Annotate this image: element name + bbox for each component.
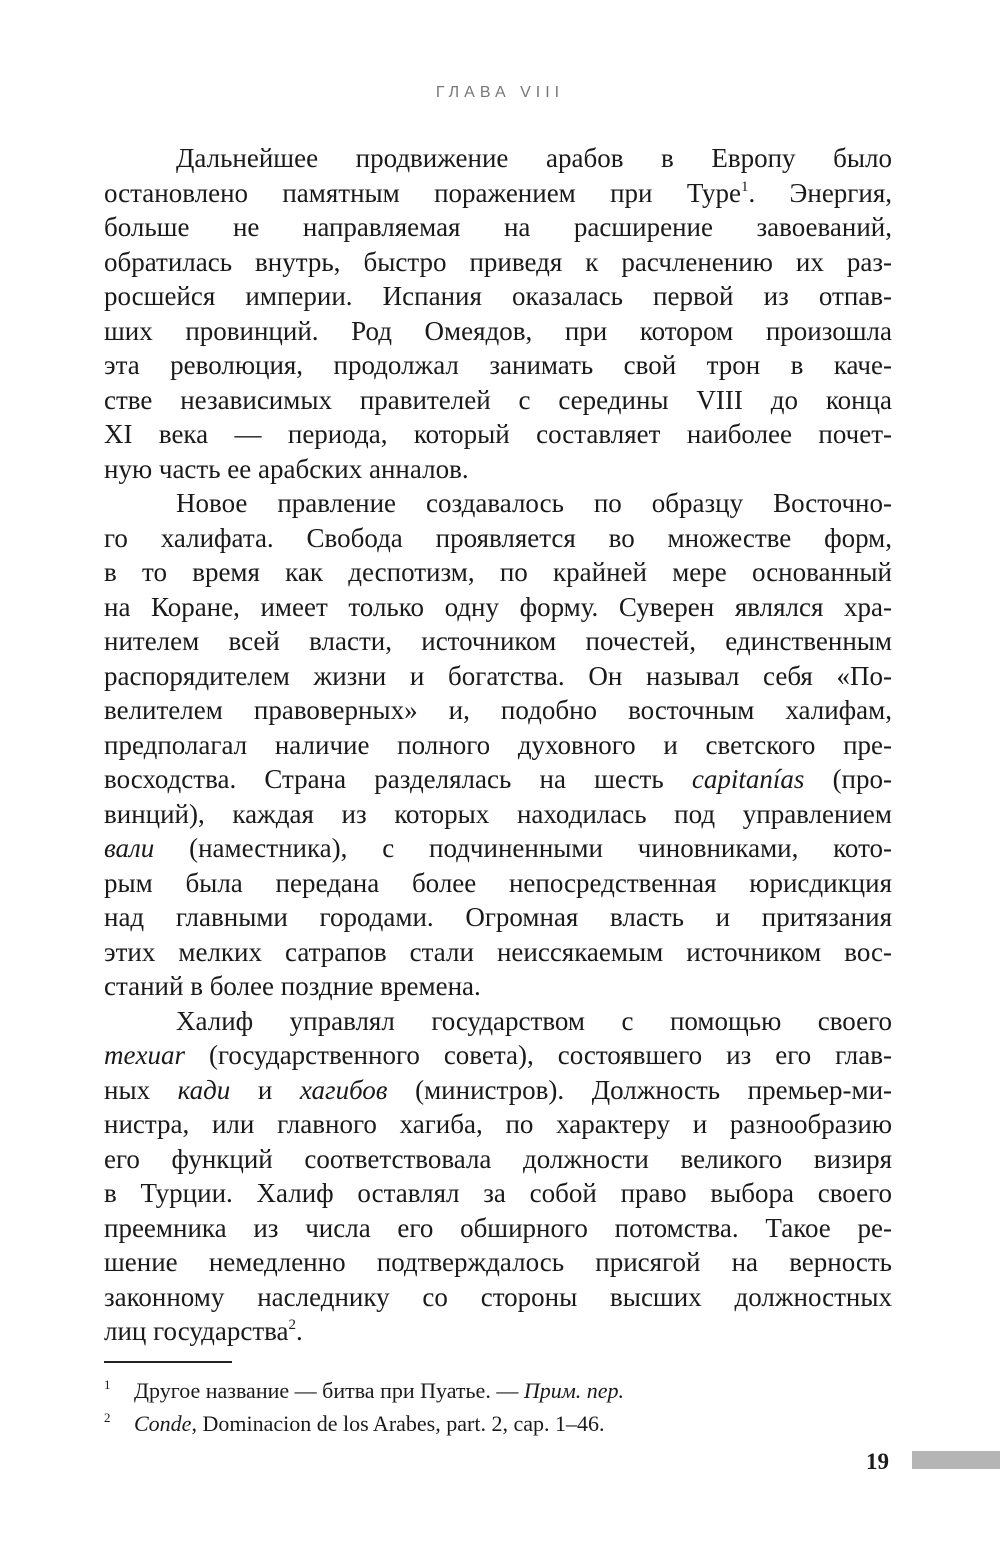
text-line-part: остановлено памятным поражением при Туре [104, 177, 741, 208]
text-line-part: (наместника), с подчиненными чиновниками, кото- [154, 833, 892, 863]
text-line [104, 1038, 892, 1073]
italic-term: хагибов [299, 1074, 388, 1105]
text-line-part: (про- [804, 764, 892, 794]
text-line: велителем правоверных» и, подобно восточным халифам, [104, 695, 892, 725]
running-head: ГЛАВА VIII [435, 84, 565, 101]
text-line [104, 831, 892, 866]
italic-term: кади [177, 1074, 231, 1105]
text-line: эта революция, продолжал занимать свой трон в каче- [104, 350, 892, 380]
text-line [104, 1073, 892, 1108]
text-line-part: лиц государства [104, 1316, 289, 1346]
text-line: законному наследнику со стороны высших должностных [104, 1281, 892, 1312]
footnote-divider [104, 1361, 232, 1363]
text-line: больше не направляемая на расширение завоеваний, [104, 212, 892, 242]
footnote [104, 1374, 892, 1407]
footnote-text: Conde, Dominacion de los Arabes, part. 2, cap. 1–46. [134, 1411, 605, 1436]
text-line: его функций соответствовала должности великого визиря [104, 1143, 892, 1174]
footnote-text: Другое название — битва при Пуатье. — Прим. пер. [134, 1378, 625, 1403]
text-line-part: . Энергия, [748, 177, 892, 208]
footnote [104, 1407, 892, 1440]
text-line: рым была передана более непосредственная юрисдикция [104, 867, 892, 898]
text-line: предполагал наличие полного духовного и светского пре- [104, 729, 892, 760]
text-line-part: ных [104, 1074, 178, 1105]
text-line: этих мелких сатрапов стали неиссякаемым источником вос- [104, 936, 892, 967]
text-line [104, 762, 892, 797]
text-line: станий в более поздние времена. [104, 971, 481, 1001]
text-line: распорядителем жизни и богатства. Он называл себя «По- [104, 660, 892, 691]
body-text [104, 141, 892, 1349]
italic-term: вали [104, 833, 155, 863]
text-line: преемника из числа его обширного потомства. Такое ре- [104, 1212, 892, 1243]
text-line: Новое правление создавалось по образцу Восточно- [176, 488, 892, 518]
footnotes [104, 1374, 892, 1440]
text-line-part: восходства. Страна разделялась на шесть [104, 764, 692, 794]
footnote-number: 2 [104, 1410, 111, 1425]
text-line: росшейся империи. Испания оказалась первой из отпав- [104, 281, 892, 311]
italic-term: mexuar [104, 1040, 185, 1070]
text-line [104, 176, 892, 211]
text-line: в Турции. Халиф оставлял за собой право выбора своего [104, 1178, 892, 1208]
text-line: над главными городами. Огромная власть и притязания [104, 902, 892, 932]
italic-term: capitanías [691, 764, 805, 794]
text-line: нителем всей власти, источником почестей, единственным [104, 626, 892, 656]
text-line: нистра, или главного хагиба, по характеру и разнообразию [104, 1109, 892, 1139]
text-line: ную часть ее арабских анналов. [104, 453, 469, 484]
text-line: ших провинций. Род Омеядов, при котором произошла [104, 315, 892, 346]
footnote-number: 1 [104, 1377, 111, 1392]
footnote-ref[interactable]: 1 [740, 178, 749, 195]
text-line-part: . [296, 1316, 303, 1346]
text-line: обратилась внутрь, быстро приведя к расчленению их раз- [104, 246, 892, 277]
text-line: на Коране, имеет только одну форму. Суверен являлся хра- [104, 591, 892, 622]
page-edge-marker [912, 1451, 1000, 1469]
text-line: Дальнейшее продвижение арабов в Европу было [176, 143, 892, 173]
page-number: 19 [866, 1449, 889, 1474]
text-line: шение немедленно подтверждалось присягой на верность [104, 1247, 892, 1277]
text-line-part: и [230, 1074, 300, 1105]
text-line: XI века — периода, который составляет наиболее почет- [104, 419, 892, 449]
text-line: в то время как деспотизм, по крайней мере основанный [104, 557, 892, 587]
text-line-part: (министров). Должность премьер-ми- [387, 1074, 893, 1105]
text-line: винций), каждая из которых находилась под управлением [104, 798, 892, 829]
footnote-ref[interactable]: 2 [288, 1317, 297, 1333]
text-line: стве независимых правителей с середины VIII до конца [104, 384, 892, 415]
text-line: го халифата. Свобода проявляется во множестве форм, [104, 522, 892, 553]
text-line [104, 1314, 892, 1349]
text-line-part: (государственного совета), состоявшего из его глав- [184, 1040, 892, 1070]
text-line: Халиф управлял государством с помощью своего [176, 1005, 892, 1036]
